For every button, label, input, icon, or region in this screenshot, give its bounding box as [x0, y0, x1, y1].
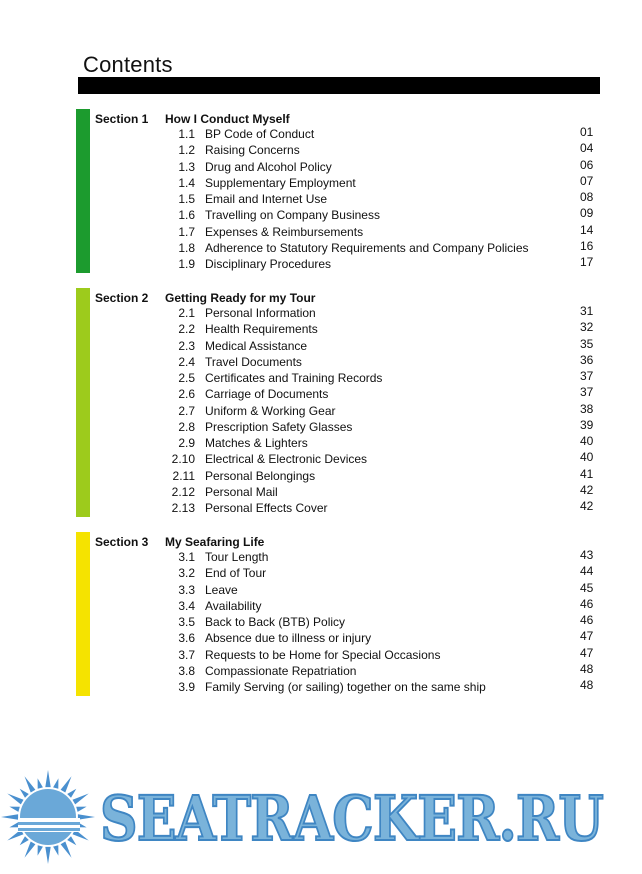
toc-entry[interactable]: [76, 680, 606, 696]
toc-entry[interactable]: [76, 352, 606, 371]
sun-ray: [25, 776, 36, 792]
entry-title: Family Serving (or sailing) together on the same ship: [205, 680, 486, 694]
entry-page: 09: [580, 206, 594, 221]
entry-title: Electrical & Electronic Devices: [205, 452, 368, 467]
toc-entry[interactable]: [76, 208, 606, 224]
toc-entry[interactable]: [76, 387, 606, 403]
page-title: Contents: [83, 52, 173, 77]
entry-title: Absence due to illness or injury: [205, 631, 372, 646]
entry-page: 06: [580, 157, 594, 172]
entry-number: 1.3: [178, 159, 195, 174]
title-rule: [78, 77, 600, 94]
entry-title: Prescription Safety Glasses: [205, 419, 353, 434]
entry-page: 40: [580, 434, 594, 448]
toc-entry[interactable]: [76, 615, 606, 631]
toc-entry[interactable]: [76, 580, 606, 599]
entry-title: Adherence to Statutory Requirements and Company Policies: [205, 240, 529, 255]
sun-ray: [25, 842, 36, 858]
section-title: How I Conduct Myself: [165, 112, 290, 126]
entry-page: 41: [580, 466, 594, 481]
entry-page: 14: [580, 222, 594, 237]
entry-number: 1.9: [178, 257, 195, 271]
sun-ray: [53, 845, 58, 855]
entry-title: Uniform & Working Gear: [205, 403, 336, 418]
toc-entry[interactable]: [76, 596, 606, 615]
entry-title: Drug and Alcohol Policy: [205, 159, 332, 174]
toc-entry[interactable]: [76, 452, 606, 468]
toc-entry[interactable]: [76, 306, 606, 322]
entry-number: 2.11: [172, 468, 195, 483]
entry-number: 3.1: [178, 550, 195, 564]
entry-title: Travel Documents: [205, 354, 302, 369]
section-1: [76, 109, 606, 273]
entry-number: 1.2: [178, 143, 195, 158]
sun-ray: [38, 845, 43, 855]
entry-number: 2.1: [178, 306, 195, 320]
toc-entry[interactable]: [76, 661, 606, 680]
entry-page: 38: [580, 401, 594, 416]
entry-page: 32: [580, 320, 594, 335]
entry-page: 46: [580, 596, 594, 611]
entry-title: Availability: [205, 598, 262, 613]
entry-title: Health Requirements: [205, 322, 318, 337]
entry-title: BP Code of Conduct: [205, 127, 315, 141]
sun-ray: [67, 789, 76, 798]
entry-title: Supplementary Employment: [205, 175, 356, 190]
sun-ray: [9, 807, 19, 812]
entry-page: 48: [580, 678, 594, 692]
entry-page: 43: [580, 548, 594, 562]
sun-ray: [78, 814, 95, 819]
entry-page: 47: [580, 629, 594, 644]
toc-entry[interactable]: [76, 466, 606, 485]
entry-number: 3.6: [178, 631, 195, 646]
entry-number: 1.6: [178, 208, 195, 223]
entry-page: 40: [580, 450, 594, 465]
entry-page: 42: [580, 482, 594, 497]
entry-number: 3.9: [178, 680, 195, 694]
toc-entry[interactable]: [76, 238, 606, 257]
sun-ray: [1, 814, 18, 819]
entry-title: Back to Back (BTB) Policy: [205, 615, 346, 629]
entry-title: Personal Effects Cover: [205, 501, 328, 515]
toc-entry[interactable]: [76, 550, 606, 566]
sun-ray: [67, 836, 76, 845]
entry-title: Personal Information: [205, 306, 316, 320]
entry-page: 44: [580, 564, 594, 579]
entry-page: 16: [580, 238, 594, 253]
entry-number: 2.13: [171, 501, 195, 515]
entry-number: 2.3: [178, 338, 195, 353]
entry-page: 35: [580, 336, 594, 351]
sun-ray: [61, 842, 72, 858]
entry-number: 1.5: [178, 192, 195, 206]
entry-page: 17: [580, 255, 594, 269]
sun-ray: [38, 778, 43, 788]
entry-title: Personal Belongings: [205, 468, 316, 483]
entry-title: Travelling on Company Business: [205, 208, 380, 223]
entry-number: 2.5: [178, 371, 195, 385]
entry-number: 2.8: [178, 419, 195, 434]
section-title: My Seafaring Life: [165, 535, 265, 549]
entry-number: 3.3: [178, 582, 195, 597]
entry-title: Matches & Lighters: [205, 436, 308, 450]
toc-entry[interactable]: [76, 482, 606, 501]
sun-ray: [61, 776, 72, 792]
entry-page: 08: [580, 190, 594, 204]
toc-entry[interactable]: [76, 631, 606, 647]
section-3: [76, 532, 606, 696]
toc-entry[interactable]: [76, 336, 606, 355]
entry-title: Compassionate Repatriation: [205, 663, 357, 678]
sun-ray: [7, 794, 23, 805]
entry-title: Certificates and Training Records: [205, 371, 383, 385]
toc-entry[interactable]: [76, 401, 606, 420]
entry-title: Raising Concerns: [205, 143, 300, 158]
toc-entry[interactable]: [76, 143, 606, 159]
entry-number: 1.8: [178, 240, 195, 255]
entry-page: 37: [580, 385, 594, 400]
toc-entry[interactable]: [76, 417, 606, 436]
sun-ray: [73, 794, 89, 805]
entry-page: 42: [580, 499, 594, 513]
toc-entry[interactable]: [76, 257, 606, 273]
entry-number: 2.10: [171, 452, 195, 467]
entry-title: End of Tour: [205, 566, 267, 581]
entry-page: 39: [580, 417, 594, 432]
entry-page: 36: [580, 352, 594, 367]
entry-title: Personal Mail: [205, 484, 278, 499]
entry-title: Leave: [205, 582, 238, 597]
entry-page: 07: [580, 173, 594, 188]
entry-page: 31: [580, 304, 594, 318]
entry-title: Email and Internet Use: [205, 192, 328, 206]
section-2: [76, 288, 606, 517]
toc-entry[interactable]: [76, 192, 606, 208]
entry-number: 2.2: [178, 322, 195, 337]
sun-ray: [20, 789, 29, 798]
toc-entry[interactable]: [76, 127, 606, 143]
sun-ray: [45, 847, 50, 864]
watermark-text: SEATRACKER.RU: [100, 782, 603, 855]
toc-entry[interactable]: [76, 371, 606, 387]
section-title: Getting Ready for my Tour: [165, 291, 316, 305]
sun-ray: [45, 770, 50, 787]
toc-entry[interactable]: [76, 566, 606, 582]
section-label: Section 3: [95, 535, 149, 549]
entry-number: 3.8: [178, 663, 195, 678]
section-label: Section 2: [95, 291, 149, 305]
entry-number: 2.7: [178, 403, 195, 418]
entry-page: 04: [580, 141, 594, 156]
entry-title: Expenses & Reimbursements: [205, 224, 364, 239]
entry-page: 45: [580, 580, 594, 595]
entry-page: 48: [580, 661, 594, 676]
sun-ray: [76, 807, 86, 812]
toc-entry[interactable]: [76, 436, 606, 452]
sun-ray: [20, 836, 29, 845]
entry-title: Medical Assistance: [205, 338, 308, 353]
entry-number: 1.7: [178, 224, 195, 239]
toc-entry[interactable]: [76, 173, 606, 192]
entry-title: Requests to be Home for Special Occasions: [205, 647, 441, 662]
section-label: Section 1: [95, 112, 149, 126]
sun-ray: [53, 778, 58, 788]
entry-title: Tour Length: [205, 550, 269, 564]
toc-entry[interactable]: [76, 501, 606, 517]
entry-number: 2.12: [171, 484, 195, 499]
entry-number: 1.1: [178, 127, 195, 141]
entry-number: 2.6: [178, 387, 195, 402]
entry-number: 1.4: [178, 175, 195, 190]
toc-entry[interactable]: [76, 222, 606, 241]
entry-number: 2.4: [178, 354, 195, 369]
entry-page: 37: [580, 369, 594, 383]
entry-number: 2.9: [178, 436, 195, 450]
entry-page: 46: [580, 613, 594, 627]
toc-entry[interactable]: [76, 645, 606, 664]
toc-entry[interactable]: [76, 157, 606, 176]
entry-number: 3.5: [178, 615, 195, 629]
entry-title: Disciplinary Procedures: [205, 257, 332, 271]
toc-entry[interactable]: [76, 322, 606, 338]
entry-number: 3.4: [178, 598, 195, 613]
entry-number: 3.7: [178, 647, 195, 662]
entry-title: Carriage of Documents: [205, 387, 329, 402]
entry-number: 3.2: [178, 566, 195, 581]
entry-page: 47: [580, 645, 594, 660]
entry-page: 01: [580, 125, 594, 139]
